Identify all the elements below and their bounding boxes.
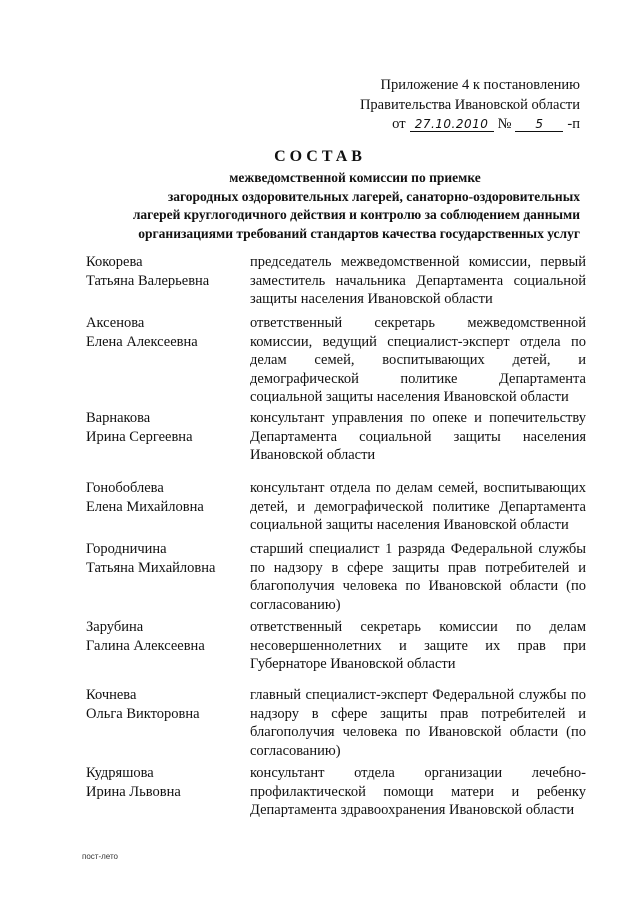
member-surname: Зарубина <box>86 619 144 635</box>
appendix-line-2: Правительства Ивановской области <box>359 96 580 113</box>
appendix-line-1: Приложение 4 к постановлению <box>380 77 580 93</box>
footer-filename: пост-лето <box>82 852 118 861</box>
member-role: консультант отдела организации лечебно-профилактической помощи матери и ребенку Департамента здравоохранения Ивановской области <box>250 765 586 818</box>
document-title: СОСТАВ <box>274 148 366 165</box>
member-name <box>86 764 246 801</box>
document-subtitle <box>70 169 580 243</box>
member-name <box>86 253 246 290</box>
subtitle-line-2: загородных оздоровительных лагерей, санаторно-оздоровительных <box>167 188 580 204</box>
member-role: ответственный секретарь комиссии по делам несовершеннолетних и защите их прав при Губернаторе Ивановской области <box>250 619 586 672</box>
member-given-name: Елена Алексеевна <box>86 333 198 350</box>
member-name <box>86 479 246 516</box>
member-role: консультант управления по опеке и попечительству Департамента социальной защиты населения Ивановской области <box>250 410 586 463</box>
member-role: главный специалист-эксперт Федеральной службы по надзору в сфере защиты прав потребителей и благополучия человека по Ивановской области (по согласованию) <box>250 687 586 759</box>
member-surname: Городничина <box>86 541 167 557</box>
member-name <box>86 314 246 351</box>
member-given-name: Ирина Сергеевна <box>86 428 193 445</box>
member-name <box>86 540 246 577</box>
member-name <box>86 409 246 446</box>
subtitle-line-3: лагерей круглогодичного действия и контролю за соблюдением данными <box>132 207 580 222</box>
subtitle-line-4: организациями требований стандартов качества государственных услуг <box>138 225 580 241</box>
member-surname: Кудряшова <box>86 765 154 781</box>
member-given-name: Татьяна Михайловна <box>86 559 216 576</box>
member-given-name: Ольга Викторовна <box>86 705 200 722</box>
member-role: консультант отдела по делам семей, воспитывающих детей, и демографической политике Департамента социальной защиты населения Ивановской области <box>250 480 586 533</box>
member-surname: Кокорева <box>86 254 143 270</box>
appendix-header <box>330 76 580 135</box>
member-name <box>86 686 246 723</box>
member-role: ответственный секретарь межведомственной комиссии, ведущий специалист-эксперт отдела по делам семей, воспитывающих детей, и демографической политике Департамента социальной защиты населения Ивановской области <box>250 315 586 405</box>
member-role: председатель межведомственной комиссии, первый заместитель начальника Департамента социальной защиты населения Ивановской области <box>250 254 586 307</box>
number-suffix: -п <box>567 116 580 132</box>
number-label: № <box>497 116 512 132</box>
member-surname: Кочнева <box>86 687 137 703</box>
handwritten-date: 27.10.2010 <box>410 117 494 132</box>
member-given-name: Елена Михайловна <box>86 498 204 515</box>
member-given-name: Татьяна Валерьевна <box>86 272 210 289</box>
member-given-name: Галина Алексеевна <box>86 637 205 654</box>
member-name <box>86 618 246 655</box>
member-role: старший специалист 1 разряда Федеральной службы по надзору в сфере защиты прав потребителей и благополучия человека по Ивановской области (по согласованию) <box>250 541 586 613</box>
appendix-line-3 <box>330 115 580 135</box>
subtitle-line-1: межведомственной комиссии по приемке <box>229 170 481 185</box>
member-given-name: Ирина Львовна <box>86 783 181 800</box>
member-surname: Гонобоблева <box>86 480 164 496</box>
handwritten-number: 5 <box>515 117 563 132</box>
member-surname: Аксенова <box>86 315 145 331</box>
member-surname: Варнакова <box>86 410 151 426</box>
from-label: от <box>392 116 406 132</box>
